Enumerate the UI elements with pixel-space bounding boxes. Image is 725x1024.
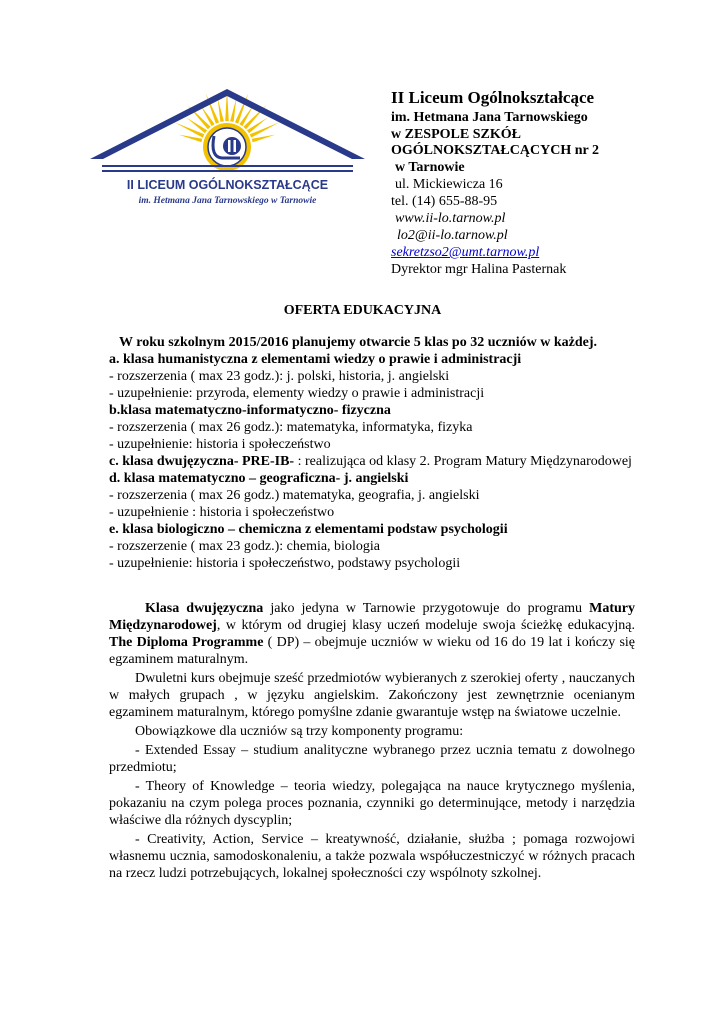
ib-diploma-programme: The Diploma Programme	[109, 635, 264, 650]
ib-p1-text-1: jako jedyna w Tarnowie przygotowuje do programu	[263, 601, 590, 616]
class-b-title: b.klasa matematyczno-informatyczno- fizyczna	[109, 403, 391, 418]
class-e-supplement: - uzupełnienie: historia i społeczeństwo, podstawy psychologii	[109, 556, 461, 571]
ib-p1-text-3: ( DP) – obejmuje uczniów w wieku od 16 do 19 lat i kończy się egzaminem maturalnym.	[109, 635, 635, 667]
intro-text: W roku szkolnym 2015/2016 planujemy otwarcie 5 klas po 32 uczniów w każdej.	[119, 335, 597, 350]
ib-component-cas: - Creativity, Action, Service – kreatywność, działanie, służba ; pomaga rozwojowi własnemu ucznia, samodoskonaleniu, a także pozwala współuczestniczyć w różnych pracach na rzecz ludzi potrzebujących, lokalnej społeczności czy wspólnoty szkolnej.	[109, 832, 635, 881]
school-city: w Tarnowie	[395, 160, 465, 175]
school-email-2[interactable]: sekretzso2@umt.tarnow.pl	[391, 245, 540, 260]
sun-ray	[250, 122, 280, 137]
sun-logo-graphic	[90, 87, 365, 177]
ib-bilingual-class: Klasa dwujęzyczna	[145, 601, 264, 616]
sun-ray	[187, 118, 208, 134]
sun-ray	[218, 98, 224, 122]
class-c-title: c. klasa dwujęzyczna- PRE-IB-	[109, 454, 295, 469]
class-e-title: e. klasa biologiczno – chemiczna z elementami podstaw psychologii	[109, 522, 508, 537]
school-group-line2: OGÓLNOKSZTAŁCĄCYCH nr 2	[391, 143, 599, 158]
logo-text-school: II LICEUM OGÓLNOKSZTAŁCĄCE	[126, 178, 329, 192]
ib-international-matura: Matury Międzynarodowej	[109, 601, 635, 633]
class-e-extensions: - rozszerzenie ( max 23 godz.): chemia, biologia	[109, 539, 380, 554]
class-b-supplement: - uzupełnienie: historia i społeczeństwo	[109, 437, 331, 452]
school-director: Dyrektor mgr Halina Pasternak	[391, 262, 567, 277]
ib-paragraph-3: Obowiązkowe dla uczniów są trzy komponenty programu:	[135, 724, 464, 739]
school-website[interactable]: www.ii-lo.tarnow.pl	[395, 211, 506, 226]
class-b-extensions: - rozszerzenia ( max 26 godz.): matematyka, informatyka, fizyka	[109, 420, 473, 435]
school-email-1[interactable]: lo2@ii-lo.tarnow.pl	[397, 228, 508, 243]
school-street: ul. Mickiewicza 16	[395, 177, 503, 192]
class-c-description	[109, 453, 635, 470]
sun-ray	[175, 122, 205, 137]
class-a-title: a. klasa humanistyczna z elementami wiedzy o prawie i administracji	[109, 352, 522, 367]
page-title: OFERTA EDUKACYJNA	[283, 303, 442, 318]
school-patron: im. Hetmana Jana Tarnowskiego	[391, 110, 588, 125]
sun-ray	[179, 135, 203, 143]
class-c-rest: : realizująca od klasy 2. Program Matury Międzynarodowej	[294, 454, 632, 469]
ib-paragraph-1	[109, 600, 635, 668]
school-logo	[90, 87, 365, 212]
class-d-title: d. klasa matematyczno – geograficzna- j. angielski	[109, 471, 409, 486]
ib-paragraph-2: Dwuletni kurs obejmuje sześć przedmiotów wybieranych z szerokiej oferty , nauczanych w małych grupach , w języku angielskim. Zakończony jest zewnętrznie ocenianym egzaminem maturalnym, którego pomyślne zdanie gwarantuje wstęp na światowe uczelnie.	[109, 671, 635, 720]
logo-text-patron: im. Hetmana Jana Tarnowskiego w Tarnowie	[138, 196, 317, 206]
ib-p1-text-2: , w którym od drugiej klasy uczeń modeluje swoja ścieżkę edukacyjną.	[216, 618, 635, 633]
ib-component-extended-essay: - Extended Essay – studium analityczne wybranego przez ucznia tematu z dowolnego przedmiotu;	[109, 743, 635, 775]
sun-ray	[247, 118, 268, 134]
school-name: II Liceum Ogólnokształcące	[391, 88, 595, 107]
class-a-extensions: - rozszerzenia ( max 23 godz.): j. polski, historia, j. angielski	[109, 369, 450, 384]
sun-ray	[252, 135, 276, 143]
ib-description	[109, 600, 635, 882]
sun-ray	[230, 98, 236, 122]
classes-list	[109, 334, 635, 572]
class-d-extensions: - rozszerzenia ( max 26 godz.) matematyka, geografia, j. angielski	[109, 488, 480, 503]
ib-component-theory-of-knowledge: - Theory of Knowledge – teoria wiedzy, polegająca na nauce krytycznego myślenia, pokazaniu na czym polega proces poznania, czynniki go determinujące, metody i narzędzia właściwe dla różnych dyscyplin;	[109, 779, 635, 828]
school-group-line1: w ZESPOLE SZKÓŁ	[391, 127, 521, 142]
school-phone: tel. (14) 655-88-95	[391, 194, 498, 209]
class-d-supplement: - uzupełnienie : historia i społeczeństwo	[109, 505, 335, 520]
class-a-supplement: - uzupełnienie: przyroda, elementy wiedzy o prawie i administracji	[109, 386, 485, 401]
